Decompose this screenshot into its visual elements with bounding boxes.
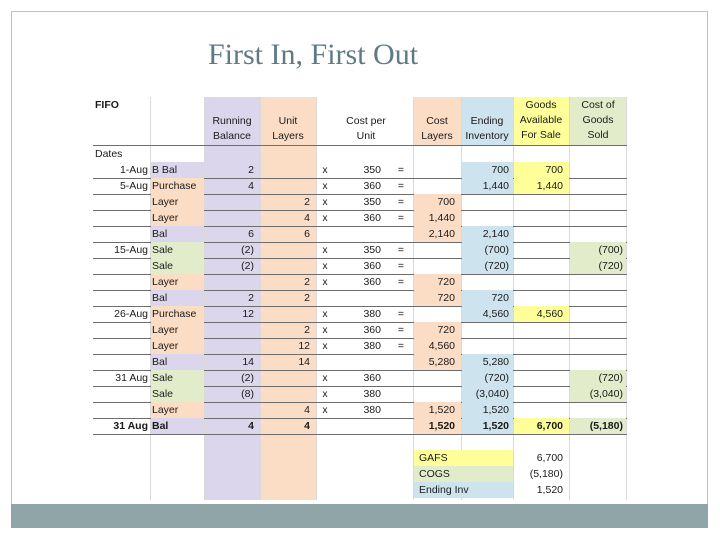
- cell-ul: [260, 306, 310, 322]
- cell-type: Purchase: [152, 308, 197, 320]
- cell-cpu: [336, 226, 381, 242]
- cell-eq: [395, 418, 407, 434]
- cell-gafs: [513, 226, 563, 242]
- cell-gafs: 6,700: [536, 420, 563, 432]
- cell-gafs: [513, 258, 563, 274]
- cell-cogs: [569, 226, 623, 242]
- cell-cpu: 360: [363, 276, 381, 288]
- cell-cpu: 360: [363, 180, 381, 192]
- cell-rb: 2: [248, 164, 254, 176]
- cell-date: 1-Aug: [119, 164, 148, 176]
- cell-date: [93, 258, 148, 274]
- cell-eq: =: [397, 180, 405, 192]
- cell-gafs: [513, 274, 563, 290]
- cell-ul: 4: [304, 212, 310, 224]
- cell-cogs: (3,040): [589, 388, 623, 400]
- cell-eq: [395, 226, 407, 242]
- cell-cl: [413, 162, 455, 178]
- cell-ul: 12: [298, 340, 310, 352]
- cell-cogs: [569, 290, 623, 306]
- cell-gafs: [513, 370, 563, 386]
- cell-eq: [395, 354, 407, 370]
- cell-ei: (700): [484, 244, 509, 256]
- cell-type: Purchase: [152, 180, 197, 192]
- cell-type: Sale: [152, 260, 174, 272]
- cell-type: Bal: [152, 420, 169, 432]
- fifo-spreadsheet: [93, 97, 627, 500]
- cell-eq: =: [397, 276, 405, 288]
- cell-cpu: 360: [363, 260, 381, 272]
- cell-gafs: 1,440: [536, 180, 563, 192]
- cell-date: [93, 322, 148, 338]
- cell-cpu: 360: [363, 372, 381, 384]
- cell-ei: 4,560: [482, 308, 509, 320]
- cell-cl: 720: [437, 292, 455, 304]
- cell-ul: 2: [304, 196, 310, 208]
- cell-date: [93, 274, 148, 290]
- cell-cpu: 360: [363, 212, 381, 224]
- cell-ul: 2: [304, 292, 310, 304]
- summary-label: Ending Inv: [419, 484, 469, 496]
- cell-rb: 4: [248, 180, 254, 192]
- cell-rb: [204, 210, 254, 226]
- cell-eq: =: [397, 308, 405, 320]
- cell-x: x: [322, 324, 328, 336]
- cell-x: x: [322, 388, 328, 400]
- cell-cpu: [336, 354, 381, 370]
- cell-eq: =: [397, 260, 405, 272]
- cell-type: Layer: [152, 324, 179, 336]
- cell-x: x: [322, 244, 328, 256]
- header-line: Unit: [356, 130, 376, 142]
- cell-x: x: [322, 340, 328, 352]
- cell-ei: 1,440: [482, 180, 509, 192]
- cell-date: [93, 402, 148, 418]
- cell-x: x: [322, 164, 328, 176]
- cell-ei: (720): [484, 260, 509, 272]
- cell-ei: 720: [491, 292, 509, 304]
- header-line: Cost: [426, 115, 448, 127]
- cell-rb: 2: [248, 292, 254, 304]
- slide-title: First In, First Out: [208, 38, 419, 71]
- header-line: Layers: [272, 130, 304, 142]
- header-line: Inventory: [465, 130, 509, 142]
- cell-rb: (2): [241, 260, 254, 272]
- cell-eq: =: [397, 164, 405, 176]
- header-cost-layers: [413, 114, 461, 144]
- cell-cl: [413, 242, 455, 258]
- summary-label: COGS: [419, 468, 450, 480]
- cell-type: Layer: [152, 404, 179, 416]
- cell-cogs: (5,180): [589, 420, 623, 432]
- cell-rb: (2): [241, 372, 254, 384]
- header-line: Available: [519, 114, 563, 126]
- cell-eq: [395, 290, 407, 306]
- cell-ul: 2: [304, 276, 310, 288]
- cell-type: Sale: [152, 372, 174, 384]
- dates-label: Dates: [95, 148, 123, 160]
- cell-cogs: [569, 178, 623, 194]
- cell-ul: 4: [304, 420, 310, 432]
- cell-type: Layer: [152, 212, 179, 224]
- cell-date: [93, 226, 148, 242]
- cell-eq: =: [397, 212, 405, 224]
- cell-x: x: [322, 308, 328, 320]
- cell-gafs: 700: [545, 164, 563, 176]
- cell-cogs: [569, 338, 623, 354]
- cell-ei: 1,520: [482, 420, 509, 432]
- cell-cl: 1,520: [428, 404, 455, 416]
- cell-cl: 720: [437, 276, 455, 288]
- cell-cl: 700: [437, 196, 455, 208]
- cell-ul: 2: [304, 324, 310, 336]
- cell-x: x: [322, 276, 328, 288]
- cell-cogs: [569, 162, 623, 178]
- cell-x: x: [322, 260, 328, 272]
- cell-cl: [413, 370, 455, 386]
- cell-date: [93, 194, 148, 210]
- cell-cpu: 350: [363, 164, 381, 176]
- header-line: Sold: [587, 129, 609, 141]
- header-line: Ending: [470, 115, 504, 127]
- cell-gafs: [513, 338, 563, 354]
- cell-ei: 700: [491, 164, 509, 176]
- cell-cpu: [336, 418, 381, 434]
- cell-rb: [204, 402, 254, 418]
- cell-cpu: 350: [363, 196, 381, 208]
- header-line: Running: [212, 115, 252, 127]
- cell-cpu: 380: [363, 388, 381, 400]
- cell-rb: 12: [242, 308, 254, 320]
- cell-cogs: [569, 322, 623, 338]
- cell-cpu: 350: [363, 244, 381, 256]
- cell-date: 15-Aug: [114, 244, 148, 256]
- cell-cpu: 380: [363, 308, 381, 320]
- cell-date: 26-Aug: [114, 308, 148, 320]
- cell-rb: [204, 194, 254, 210]
- cell-rb: (2): [241, 244, 254, 256]
- cell-cl: [413, 306, 455, 322]
- cell-date: [93, 338, 148, 354]
- cell-gafs: [513, 386, 563, 402]
- header-line: Unit: [278, 115, 298, 127]
- cell-x: x: [322, 404, 328, 416]
- cell-cogs: [569, 274, 623, 290]
- cell-ei: (720): [484, 372, 509, 384]
- cell-eq: [395, 370, 407, 386]
- cell-ul: [260, 386, 310, 402]
- cell-x: x: [322, 212, 328, 224]
- cell-date: [93, 386, 148, 402]
- cell-ei: [461, 194, 509, 210]
- cell-type: Sale: [152, 388, 174, 400]
- cell-date: 5-Aug: [119, 180, 148, 192]
- cell-x: [319, 354, 331, 370]
- cell-gafs: [513, 194, 563, 210]
- cell-eq: =: [397, 324, 405, 336]
- cell-cl: [413, 386, 455, 402]
- cell-ul: [260, 242, 310, 258]
- cell-rb: 4: [248, 420, 254, 432]
- cell-cl: 5,280: [428, 356, 455, 368]
- cell-type: Layer: [152, 276, 179, 288]
- cell-x: [319, 290, 331, 306]
- col-divider: [626, 97, 627, 500]
- cell-cl: 4,560: [428, 340, 455, 352]
- cell-cogs: [569, 402, 623, 418]
- cell-rb: 6: [248, 228, 254, 240]
- cell-rb: 14: [242, 356, 254, 368]
- cell-eq: =: [397, 340, 405, 352]
- cell-cl: [413, 258, 455, 274]
- cell-eq: [395, 386, 407, 402]
- summary-label: GAFS: [419, 452, 448, 464]
- cell-ei: [461, 322, 509, 338]
- cell-cogs: (720): [598, 260, 623, 272]
- sheet-title: FIFO: [95, 99, 119, 111]
- cell-type: Bal: [152, 228, 168, 240]
- cell-rb: [204, 338, 254, 354]
- cell-eq: =: [397, 244, 405, 256]
- cell-gafs: [513, 242, 563, 258]
- cell-gafs: [513, 354, 563, 370]
- cell-gafs: [513, 290, 563, 306]
- header-line: For Sale: [521, 129, 561, 141]
- cell-rb: (8): [241, 388, 254, 400]
- header-cost-per-unit: [336, 114, 396, 144]
- cell-ei: [461, 338, 509, 354]
- cell-eq: =: [397, 196, 405, 208]
- cell-x: [319, 418, 331, 434]
- cell-cogs: (720): [598, 372, 623, 384]
- cell-ul: [260, 370, 310, 386]
- summary-value: 1,520: [536, 484, 563, 496]
- row-rule: [93, 434, 627, 435]
- cell-gafs: [513, 402, 563, 418]
- cell-cl: [413, 178, 455, 194]
- header-line: Balance: [213, 130, 251, 142]
- header-cogs: [569, 98, 627, 143]
- cell-cogs: [569, 354, 623, 370]
- cell-date: 31 Aug: [113, 420, 148, 432]
- slide-footer-bar: [11, 504, 708, 528]
- header-rule: [93, 145, 627, 146]
- cell-cl: 2,140: [428, 228, 455, 240]
- cell-ei: 2,140: [482, 228, 509, 240]
- cell-x: x: [322, 196, 328, 208]
- col-divider: [316, 97, 317, 500]
- cell-cpu: 380: [363, 340, 381, 352]
- header-line: Goods: [525, 99, 557, 111]
- cell-cogs: [569, 210, 623, 226]
- cell-x: x: [322, 180, 328, 192]
- cell-gafs: [513, 322, 563, 338]
- cell-ei: (3,040): [475, 388, 509, 400]
- header-ending-inventory: [461, 114, 513, 144]
- cell-cpu: [336, 290, 381, 306]
- cell-ul: 14: [298, 356, 310, 368]
- cell-cpu: 380: [363, 404, 381, 416]
- cell-cpu: 360: [363, 324, 381, 336]
- cell-ei: 5,280: [482, 356, 509, 368]
- header-line: Layers: [421, 130, 453, 142]
- header-line: Goods: [582, 114, 614, 126]
- cell-eq: [395, 402, 407, 418]
- cell-type: Bal: [152, 292, 168, 304]
- cell-ei: [461, 210, 509, 226]
- cell-cl: 720: [437, 324, 455, 336]
- cell-type: Layer: [152, 340, 179, 352]
- cell-gafs: [513, 210, 563, 226]
- header-running-balance: [204, 114, 260, 144]
- cell-ei: 1,520: [482, 404, 509, 416]
- cell-cl: 1,520: [428, 420, 455, 432]
- cell-ul: 6: [304, 228, 310, 240]
- cell-x: [319, 226, 331, 242]
- cell-cogs: [569, 194, 623, 210]
- cell-ul: 4: [304, 404, 310, 416]
- cell-date: [93, 290, 148, 306]
- header-line: Cost of: [581, 99, 615, 111]
- cell-rb: [204, 322, 254, 338]
- cell-date: [93, 354, 148, 370]
- cell-date: [93, 210, 148, 226]
- cell-rb: [204, 274, 254, 290]
- header-unit-layers: [260, 114, 316, 144]
- cell-ul: [260, 258, 310, 274]
- cell-ul: [260, 178, 310, 194]
- summary-value: 6,700: [536, 452, 563, 464]
- cell-cl: 1,440: [428, 212, 455, 224]
- header-gafs: [513, 98, 569, 143]
- cell-ul: [260, 162, 310, 178]
- cell-type: B Bal: [152, 164, 178, 176]
- cell-type: Sale: [152, 244, 174, 256]
- cell-cogs: (700): [598, 244, 623, 256]
- cell-ei: [461, 274, 509, 290]
- cell-x: x: [322, 372, 328, 384]
- cell-gafs: 4,560: [536, 308, 563, 320]
- cell-date: 31 Aug: [115, 372, 148, 384]
- cell-type: Layer: [152, 196, 179, 208]
- cell-type: Bal: [152, 356, 168, 368]
- summary-value: (5,180): [529, 468, 563, 480]
- cell-cogs: [569, 306, 623, 322]
- header-line: Cost per: [346, 115, 386, 127]
